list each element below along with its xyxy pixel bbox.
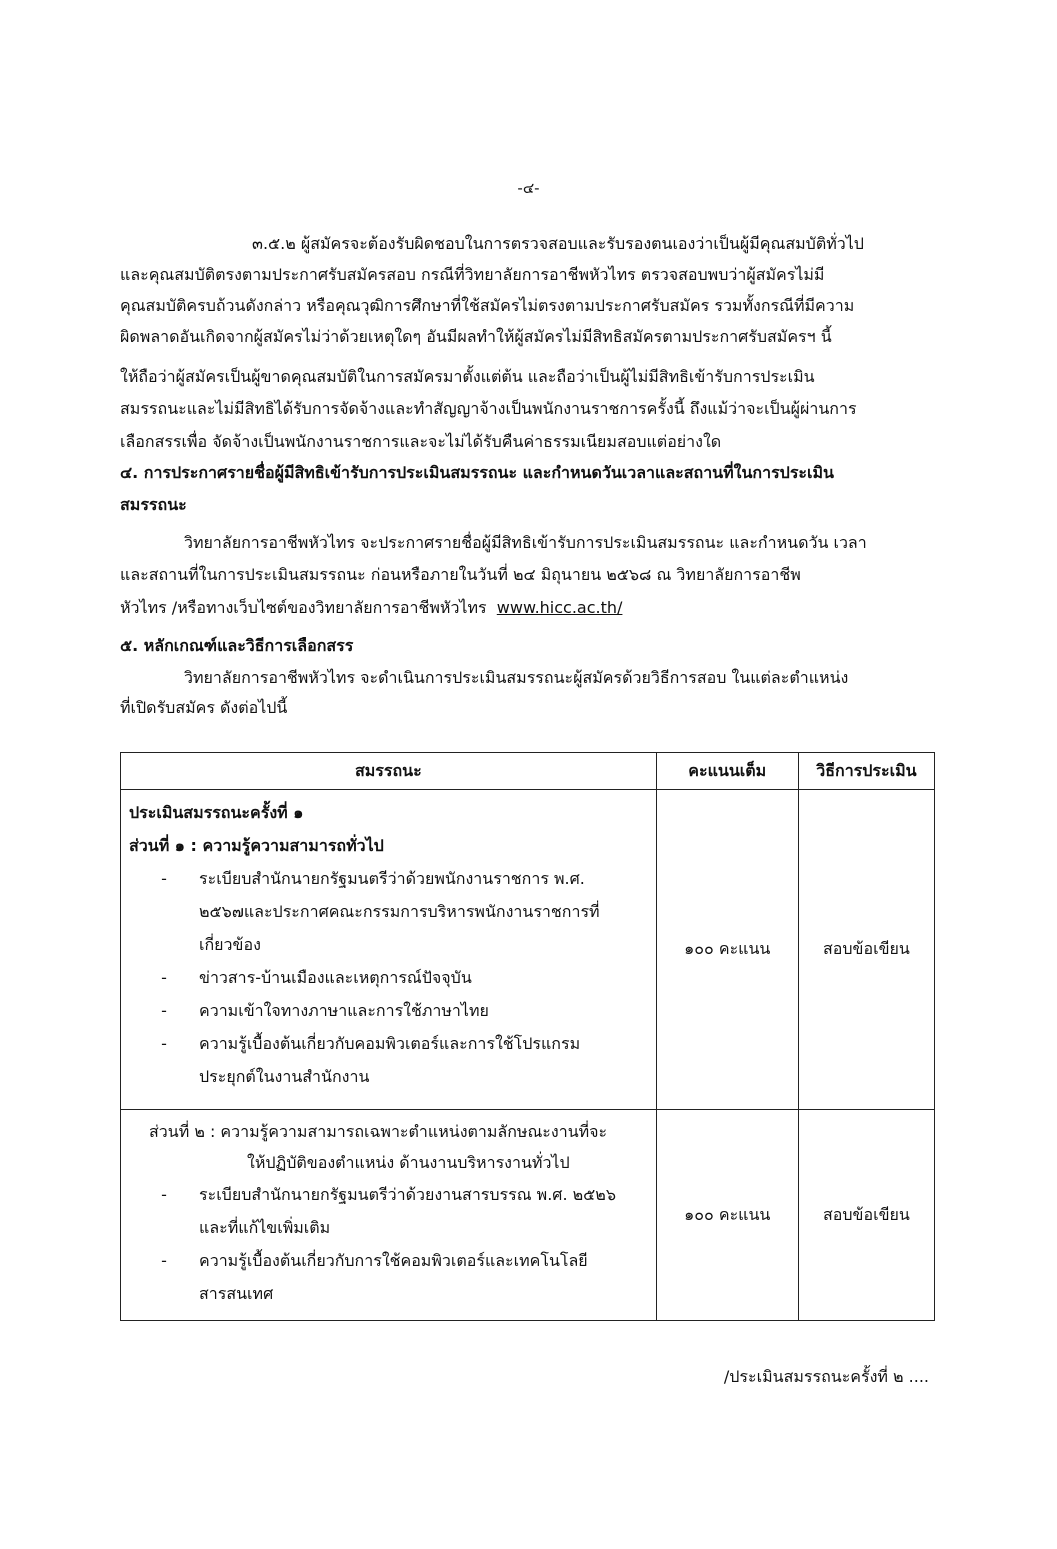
section4-heading: สมรรถนะ bbox=[120, 495, 187, 514]
list-item-text: ข่าวสาร-บ้านเมืองและเหตุการณ์ปัจจุบัน bbox=[199, 968, 472, 987]
website-link[interactable]: www.hicc.ac.th/ bbox=[496, 598, 623, 617]
list-item: - ความรู้เบื้องต้นเกี่ยวกับคอมพิวเตอร์และการใช้โปรแกรม ประยุกต์ในงานสำนักงาน bbox=[129, 1027, 648, 1093]
continuation-footer: /ประเมินสมรรถนะครั้งที่ ๒ .... bbox=[723, 1367, 929, 1386]
part-title: ส่วนที่ ๑ : ความรู้ความสามารถทั่วไป bbox=[129, 836, 384, 855]
list-item: - ระเบียบสำนักนายกรัฐมนตรีว่าด้วยพนักงานราชการ พ.ศ. ๒๕๖๗และประกาศคณะกรรมการบริหารพนักงานราชการที่ เกี่ยวข้อง bbox=[129, 862, 648, 961]
table-header-row bbox=[121, 753, 935, 790]
section4-body: วิทยาลัยการอาชีพหัวไทร จะประกาศรายชื่อผู้มีสิทธิเข้ารับการประเมินสมรรถนะ และกำหนดวัน เวลา bbox=[184, 533, 867, 552]
para-line: สมรรถนะและไม่มีสิทธิได้รับการจัดจ้างและทำสัญญาจ้างเป็นพนักงานราชการครั้งนี้ ถึงแม้ว่าจะเป็นผู้ผ่านการ bbox=[120, 399, 857, 418]
list-item: - ความรู้เบื้องต้นเกี่ยวกับการใช้คอมพิวเตอร์และเทคโนโลยี สารสนเทศ bbox=[129, 1244, 648, 1310]
header-method: วิธีการประเมิน bbox=[798, 753, 934, 790]
para-line: เลือกสรรเพื่อ จัดจ้างเป็นพนักงานราชการและจะไม่ได้รับคืนค่าธรรมเนียมสอบแต่อย่างใด bbox=[120, 432, 722, 451]
section4-body: และสถานที่ในการประเมินสมรรถนะ ก่อนหรือภายในวันที่ ๒๔ มิถุนายน ๒๕๖๘ ณ วิทยาลัยการอาชีพ bbox=[120, 565, 801, 584]
section5-body: วิทยาลัยการอาชีพหัวไทร จะดำเนินการประเมินสมรรถนะผู้สมัครด้วยวิธีการสอบ ในแต่ละตำแหน่ง bbox=[184, 668, 849, 687]
section4-body-text: หัวไทร /หรือทางเว็บไซต์ของวิทยาลัยการอาชีพหัวไทร bbox=[120, 598, 487, 617]
table-row bbox=[121, 790, 935, 1110]
list-item-text: ระเบียบสำนักนายกรัฐมนตรีว่าด้วยพนักงานราชการ พ.ศ. ๒๕๖๗และประกาศคณะกรรมการบริหารพนักงานราชการที่ เกี่ยวข้อง bbox=[199, 869, 600, 954]
list-item-text: ความเข้าใจทางภาษาและการใช้ภาษาไทย bbox=[199, 1001, 489, 1020]
method-cell: สอบข้อเขียน bbox=[798, 790, 934, 1110]
part-title: ส่วนที่ ๒ : ความรู้ความสามารถเฉพาะตำแหน่งตามลักษณะงานที่จะ bbox=[149, 1122, 608, 1141]
competency-table bbox=[120, 752, 935, 1321]
page-number: -๔- bbox=[517, 179, 540, 197]
method-cell: สอบข้อเขียน bbox=[798, 1110, 934, 1321]
section5-body: ที่เปิดรับสมัคร ดังต่อไปนี้ bbox=[120, 698, 288, 717]
para-line: และคุณสมบัติตรงตามประกาศรับสมัครสอบ กรณีที่วิทยาลัยการอาชีพหัวไทร ตรวจสอบพบว่าผู้สมัครไม่มี bbox=[120, 265, 825, 284]
table-row bbox=[121, 1110, 935, 1321]
list-item: - ข่าวสาร-บ้านเมืองและเหตุการณ์ปัจจุบัน bbox=[129, 961, 648, 994]
section4-body-last bbox=[120, 592, 932, 623]
para-line: ๓.๕.๒ ผู้สมัครจะต้องรับผิดชอบในการตรวจสอบและรับรองตนเองว่าเป็นผู้มีคุณสมบัติทั่วไป bbox=[252, 234, 864, 253]
competency-cell bbox=[121, 1110, 657, 1321]
score-cell: ๑๐๐ คะแนน bbox=[656, 1110, 798, 1321]
section4-heading: ๔. การประกาศรายชื่อผู้มีสิทธิเข้ารับการประเมินสมรรถนะ และกำหนดวันเวลาและสถานที่ในการประเมิน bbox=[120, 463, 834, 482]
list-item-text: ความรู้เบื้องต้นเกี่ยวกับคอมพิวเตอร์และการใช้โปรแกรม ประยุกต์ในงานสำนักงาน bbox=[199, 1034, 581, 1086]
list-item: - ความเข้าใจทางภาษาและการใช้ภาษาไทย bbox=[129, 994, 648, 1027]
competency-cell bbox=[121, 790, 657, 1110]
para-line: ให้ถือว่าผู้สมัครเป็นผู้ขาดคุณสมบัติในการสมัครมาตั้งแต่ต้น และถือว่าเป็นผู้ไม่มีสิทธิเข้ารับการประเมิน bbox=[120, 367, 815, 386]
para-line: คุณสมบัติครบถ้วนดังกล่าว หรือคุณวุฒิการศึกษาที่ใช้สมัครไม่ตรงตามประกาศรับสมัคร รวมทั้งกรณีที่มีความ bbox=[120, 296, 855, 315]
part-title-cont: ให้ปฏิบัติของตำแหน่ง ด้านงานบริหารงานทั่วไป bbox=[247, 1153, 570, 1172]
list-item-text: ความรู้เบื้องต้นเกี่ยวกับการใช้คอมพิวเตอร์และเทคโนโลยี สารสนเทศ bbox=[199, 1251, 588, 1303]
list-item: - ระเบียบสำนักนายกรัฐมนตรีว่าด้วยงานสารบรรณ พ.ศ. ๒๕๒๖ และที่แก้ไขเพิ่มเติม bbox=[129, 1178, 648, 1244]
score-cell: ๑๐๐ คะแนน bbox=[656, 790, 798, 1110]
header-full-score: คะแนนเต็ม bbox=[656, 753, 798, 790]
list-item-text: ระเบียบสำนักนายกรัฐมนตรีว่าด้วยงานสารบรรณ พ.ศ. ๒๕๒๖ และที่แก้ไขเพิ่มเติม bbox=[199, 1185, 616, 1237]
section5-heading: ๕. หลักเกณฑ์และวิธีการเลือกสรร bbox=[120, 636, 354, 655]
round-title: ประเมินสมรรถนะครั้งที่ ๑ bbox=[129, 803, 304, 822]
header-competency: สมรรถนะ bbox=[121, 753, 657, 790]
para-line: ผิดพลาดอันเกิดจากผู้สมัครไม่ว่าด้วยเหตุใดๆ อันมีผลทำให้ผู้สมัครไม่มีสิทธิสมัครตามประกาศรับสมัครฯ นี้ bbox=[120, 327, 832, 346]
